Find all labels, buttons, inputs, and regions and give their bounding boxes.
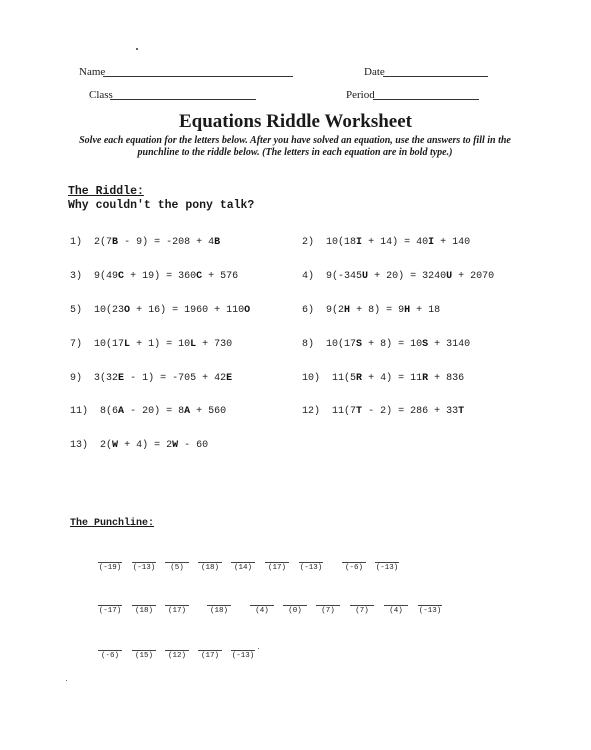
answer-blank[interactable]: (4) xyxy=(250,605,274,615)
equation-text: 9(2 xyxy=(326,305,345,316)
equation-text: 9(-345 xyxy=(326,271,363,282)
equation-text: 10(17 xyxy=(326,339,357,350)
equation-number: 4) xyxy=(302,271,315,282)
equation-3 xyxy=(70,271,238,282)
equation-4 xyxy=(302,271,494,282)
equation-text: 10(23 xyxy=(94,305,125,316)
page-title: Equations Riddle Worksheet xyxy=(179,111,412,132)
equation-11 xyxy=(70,406,226,417)
equation-1 xyxy=(70,237,220,248)
variable-letter: R xyxy=(422,373,429,384)
equation-text: + 3140 xyxy=(428,339,471,350)
answer-blank[interactable]: (17) xyxy=(198,650,222,660)
equation-number: 7) xyxy=(70,339,83,350)
variable-letter: U xyxy=(446,271,453,282)
equation-text: + 576 xyxy=(202,271,239,282)
answer-blank[interactable]: (18) xyxy=(207,605,231,615)
variable-letter: R xyxy=(356,373,363,384)
equation-text: + 560 xyxy=(190,406,227,417)
equation-6 xyxy=(302,305,440,316)
riddle-question: Why couldn't the pony talk? xyxy=(68,199,255,212)
riddle-heading: The Riddle: xyxy=(68,185,144,198)
equation-text: + 4) = 2 xyxy=(118,440,173,451)
name-line xyxy=(103,76,293,77)
equation-text: + 2070 xyxy=(452,271,495,282)
answer-blank[interactable]: (15) xyxy=(132,650,156,660)
equation-text: 2( xyxy=(100,440,113,451)
variable-letter: O xyxy=(244,305,251,316)
answer-blank[interactable]: (12) xyxy=(165,650,189,660)
answer-blank[interactable]: (14) xyxy=(231,562,255,572)
variable-letter: H xyxy=(404,305,411,316)
equation-number: 6) xyxy=(302,305,315,316)
answer-blank[interactable]: (17) xyxy=(165,605,189,615)
punchline-heading: The Punchline: xyxy=(70,518,155,529)
equation-5 xyxy=(70,305,250,316)
equation-text: 3(32 xyxy=(94,373,119,384)
class-label: Class xyxy=(89,89,113,101)
equation-text: - 9) = -208 + 4 xyxy=(118,237,215,248)
answer-blank[interactable]: (4) xyxy=(384,605,408,615)
equation-text: 9(49 xyxy=(94,271,119,282)
variable-letter: L xyxy=(190,339,197,350)
equation-9 xyxy=(70,373,232,384)
variable-letter: A xyxy=(184,406,191,417)
scan-speck xyxy=(136,48,138,50)
answer-blank[interactable]: (0) xyxy=(283,605,307,615)
equation-number: 11) xyxy=(70,406,89,417)
instructions: Solve each equation for the letters below. After you have solved an equation, use the answers to fill in the punchline to the riddle below. (The letters in each equation are in bold type.) xyxy=(79,135,511,158)
equation-text: - 2) = 286 + 33 xyxy=(362,406,459,417)
answer-blank[interactable]: (18) xyxy=(132,605,156,615)
equation-text: - 20) = 8 xyxy=(124,406,185,417)
equation-text: + 730 xyxy=(196,339,233,350)
variable-letter: C xyxy=(118,271,125,282)
equation-text: + 8) = 9 xyxy=(350,305,405,316)
variable-letter: A xyxy=(118,406,125,417)
equation-13 xyxy=(70,440,208,451)
equation-2 xyxy=(302,237,470,248)
variable-letter: T xyxy=(458,406,465,417)
equation-text: - 60 xyxy=(178,440,209,451)
equation-number: 12) xyxy=(302,406,321,417)
equation-number: 1) xyxy=(70,237,83,248)
answer-blank[interactable]: (17) xyxy=(265,562,289,572)
variable-letter: L xyxy=(124,339,131,350)
period-label: Period xyxy=(346,89,375,101)
answer-blank[interactable]: (-13) xyxy=(375,564,399,572)
equation-number: 9) xyxy=(70,373,83,384)
equation-text: + 14) = 40 xyxy=(362,237,429,248)
answer-blank[interactable]: (-13) xyxy=(231,652,255,660)
equation-8 xyxy=(302,339,470,350)
equation-text: + 19) = 360 xyxy=(124,271,197,282)
equation-number: 2) xyxy=(302,237,315,248)
date-line xyxy=(383,76,488,77)
answer-blank[interactable]: (-13) xyxy=(299,564,323,572)
equation-10 xyxy=(302,373,464,384)
variable-letter: I xyxy=(356,237,363,248)
equation-text: 11(5 xyxy=(332,373,357,384)
variable-letter: E xyxy=(118,373,125,384)
equation-text: 10(17 xyxy=(94,339,125,350)
equation-number: 13) xyxy=(70,440,89,451)
answer-blank[interactable]: (-13) xyxy=(418,607,442,615)
variable-letter: W xyxy=(172,440,179,451)
variable-letter: I xyxy=(428,237,435,248)
equation-number: 5) xyxy=(70,305,83,316)
answer-blank[interactable]: (18) xyxy=(198,562,222,572)
period-line xyxy=(373,99,479,100)
equation-number: 10) xyxy=(302,373,321,384)
equation-text: + 140 xyxy=(434,237,471,248)
answer-blank[interactable]: (-19) xyxy=(98,564,122,572)
variable-letter: U xyxy=(362,271,369,282)
equation-7 xyxy=(70,339,232,350)
variable-letter: E xyxy=(226,373,233,384)
answer-blank[interactable]: (-6) xyxy=(98,650,122,660)
equation-text: 8(6 xyxy=(100,406,119,417)
variable-letter: W xyxy=(112,440,119,451)
scan-speck xyxy=(258,648,259,649)
variable-letter: B xyxy=(112,237,119,248)
equation-text: + 20) = 3240 xyxy=(368,271,447,282)
equation-text: + 1) = 10 xyxy=(130,339,191,350)
answer-blank[interactable]: (7) xyxy=(316,605,340,615)
equation-text: + 18 xyxy=(410,305,441,316)
equation-text: + 8) = 10 xyxy=(362,339,423,350)
equation-text: 10(18 xyxy=(326,237,357,248)
name-label: Name xyxy=(79,66,106,78)
variable-letter: C xyxy=(196,271,203,282)
variable-letter: S xyxy=(422,339,429,350)
equation-text: 11(7 xyxy=(332,406,357,417)
variable-letter: T xyxy=(356,406,363,417)
equation-12 xyxy=(302,406,464,417)
answer-blank[interactable]: (5) xyxy=(165,562,189,572)
equation-text: + 836 xyxy=(428,373,465,384)
answer-blank[interactable]: (-17) xyxy=(98,607,122,615)
equation-text: - 1) = -705 + 42 xyxy=(124,373,227,384)
answer-blank[interactable]: (-13) xyxy=(132,564,156,572)
scan-speck xyxy=(66,680,67,681)
equation-number: 3) xyxy=(70,271,83,282)
variable-letter: O xyxy=(124,305,131,316)
equation-number: 8) xyxy=(302,339,315,350)
answer-blank[interactable]: (-6) xyxy=(342,562,366,572)
variable-letter: B xyxy=(214,237,221,248)
answer-blank[interactable]: (7) xyxy=(350,605,374,615)
equation-text: + 4) = 11 xyxy=(362,373,423,384)
variable-letter: S xyxy=(356,339,363,350)
equation-text: 2(7 xyxy=(94,237,113,248)
equation-text: + 16) = 1960 + 110 xyxy=(130,305,245,316)
variable-letter: H xyxy=(344,305,351,316)
date-label: Date xyxy=(364,66,385,78)
class-line xyxy=(110,99,256,100)
